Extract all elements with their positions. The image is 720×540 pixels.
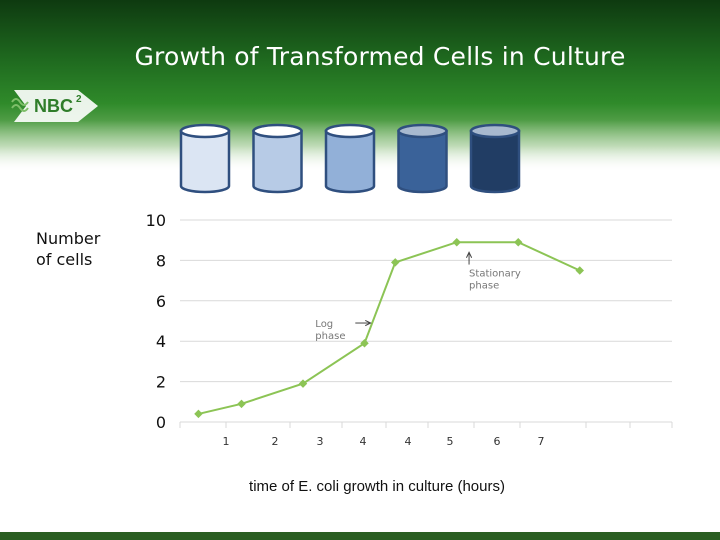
annotation-text: phase <box>469 280 500 292</box>
x-tick-label: 2 <box>271 435 279 448</box>
x-tick-label: 1 <box>222 435 230 448</box>
y-tick-label: 6 <box>155 291 166 311</box>
annotation-text: Log <box>315 319 334 331</box>
svg-text:NBC: NBC <box>34 96 73 116</box>
slide-title: Growth of Transformed Cells in Culture <box>134 42 626 71</box>
data-point <box>194 410 202 418</box>
y-tick-label: 10 <box>145 211 166 230</box>
data-point <box>453 238 461 246</box>
x-tick-label: 7 <box>537 435 545 448</box>
data-point <box>514 238 522 246</box>
x-tick-label: 5 <box>446 435 454 448</box>
x-axis-label: time of E. coli growth in culture (hours) <box>249 478 505 495</box>
data-point <box>391 258 399 266</box>
series-line <box>198 242 579 414</box>
y-axis-label-line: of cells <box>36 250 93 269</box>
annotation-text: Stationary <box>469 268 521 280</box>
x-tick-label: 4 <box>359 435 367 448</box>
y-tick-label: 4 <box>155 332 166 352</box>
data-point <box>576 266 584 274</box>
x-tick-label: 6 <box>493 435 501 448</box>
y-tick-label: 8 <box>155 251 166 271</box>
data-point <box>237 400 245 408</box>
y-tick-label: 0 <box>155 413 166 432</box>
y-axis-label-line: Number <box>36 229 101 248</box>
x-tick-label: 4 <box>404 435 412 448</box>
svg-text:2: 2 <box>76 94 82 105</box>
footer-bar <box>0 532 720 540</box>
y-axis-label <box>36 228 126 270</box>
x-tick-label: 3 <box>316 435 324 448</box>
y-tick-label: 2 <box>155 372 166 392</box>
annotation-text: phase <box>315 331 346 343</box>
